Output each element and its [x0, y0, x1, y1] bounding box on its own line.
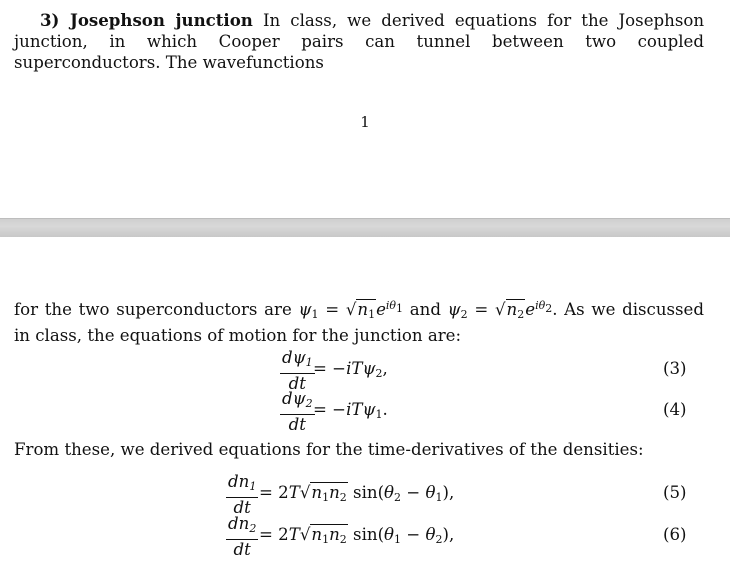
eq3-fraction: $\frac{d\psi_1}{dt}$ [282, 348, 313, 393]
eq3-rhs: = −iTψ$_2$, [313, 359, 388, 380]
eq4-label: (4) [663, 400, 687, 419]
eq5-fraction: $\frac{dn_1}{dt}$ [228, 472, 257, 517]
problem-intro-text: In class, we derived equations for the Josephson junction, in which Cooper pairs can tunnel between two coupled superconductors. The wavefunctions [14, 11, 705, 72]
page-number: 1 [360, 113, 370, 131]
eq5-rhs: = $2T√n_1n_2$ $\sin(\theta_2 - \theta_1)$, [259, 483, 455, 504]
equation-5 [0, 473, 730, 515]
wavefunction-text-b: . As we discussed in class, the equations of motion for the junction are: [14, 300, 704, 345]
equation-4 [0, 390, 730, 432]
wavefunction-paragraph [14, 295, 704, 346]
eq6-rhs: = $2T√n_1n_2$ $\sin(\theta_1 - \theta_2)$, [259, 525, 455, 546]
eq4-fraction: $\frac{d\psi_2}{dt}$ [282, 389, 313, 434]
eq6-fraction: $\frac{dn_2}{dt}$ [228, 514, 257, 559]
eq3-label: (3) [663, 359, 687, 378]
eq5-label: (5) [663, 483, 687, 502]
page-2-top-region [0, 237, 730, 562]
wavefunction-text-a: for the two superconductors are [14, 300, 299, 319]
eq6-label: (6) [663, 525, 687, 544]
densities-paragraph: From these, we derived equations for the time-derivatives of the densities: [14, 440, 644, 459]
psi1-definition: $\psi_1 = √n_1e^{i\theta_1}$ [298, 299, 404, 321]
psi2-definition: $\psi_2 = √n_2e^{i\theta_2}$ [447, 299, 553, 321]
eq4-rhs: = −iTψ$_1$. [313, 400, 388, 421]
and-word: and [409, 300, 448, 319]
equation-6 [0, 515, 730, 557]
problem-heading: 3) Josephson junction [40, 10, 253, 30]
page-1-bottom-region [0, 0, 730, 218]
problem-paragraph [14, 10, 704, 73]
equation-3 [0, 349, 730, 391]
page-separator [0, 218, 730, 238]
